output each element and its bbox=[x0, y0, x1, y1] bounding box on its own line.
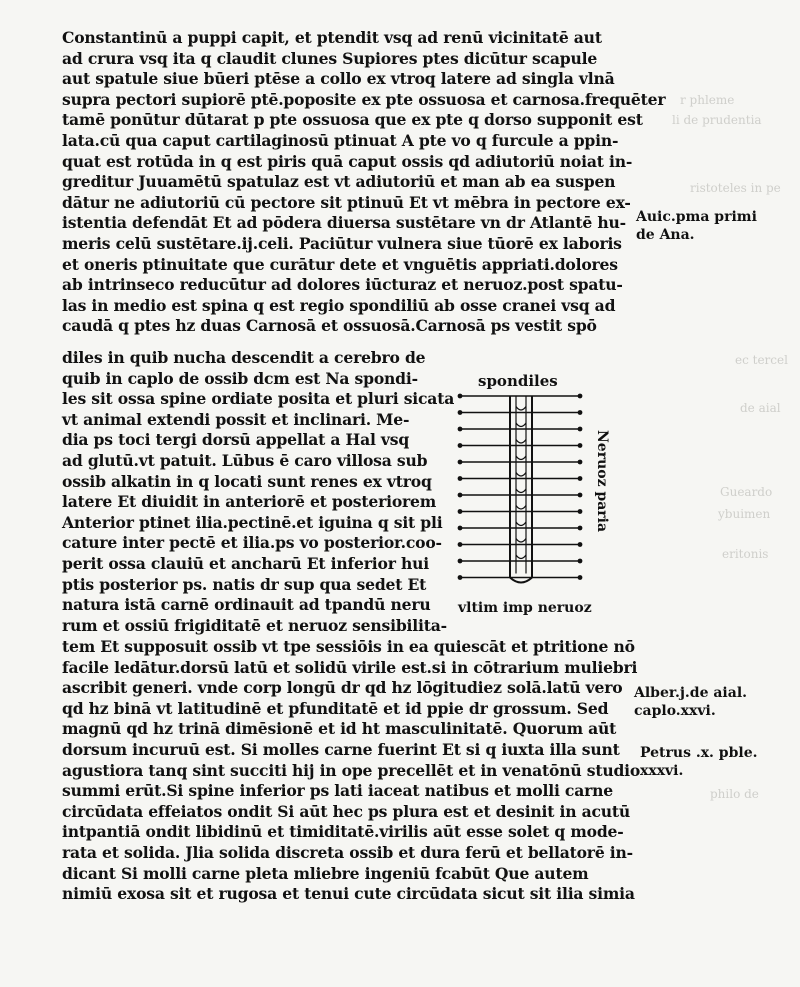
show-through-text: r phleme bbox=[680, 93, 735, 107]
margin-note-petrus bbox=[640, 744, 757, 780]
vertebra-arc bbox=[516, 456, 526, 460]
nerve-end-dot bbox=[578, 493, 583, 498]
nerve-end-dot bbox=[458, 559, 463, 564]
margin-note-albertus bbox=[634, 684, 747, 720]
text-line: ad crura vsq ita q claudit clunes Supiores ptes dicūtur scapule bbox=[62, 48, 598, 68]
show-through-text: eritonis bbox=[722, 547, 769, 561]
show-through-text: philo de bbox=[710, 787, 759, 801]
vertebra-arc bbox=[516, 473, 526, 477]
nerve-end-dot bbox=[458, 394, 463, 399]
last-nerve-pair-label: vltim imp neruoz bbox=[458, 600, 592, 615]
text-line: quib in caplo de ossib dcm est Na spondi- bbox=[62, 368, 418, 388]
text-line: dorsum incuruū est. Si molles carne fuerint Et si q iuxta illa sunt bbox=[62, 739, 620, 759]
text-line: lata.cū qua caput cartilaginosū ptinuat A pte vo q furcule a ppin- bbox=[62, 130, 619, 150]
vertebra-arc bbox=[516, 506, 526, 510]
vertebra-arc bbox=[516, 423, 526, 427]
text-line: ad glutū.vt patuit. Lūbus ē caro villosa sub bbox=[62, 450, 428, 470]
text-line: Anterior ptinet ilia.pectinē.et iguina q sit pli bbox=[62, 512, 443, 532]
text-line: greditur Juuamētū spatulaz est vt adiutoriū et man ab ea suspen bbox=[62, 172, 616, 192]
nerve-end-dot bbox=[458, 460, 463, 465]
text-line: agustiora tanq sint succiti hij in ope precellēt et in venatōnū studio bbox=[62, 760, 641, 780]
text-line: qd hz binā vt latitudinē et pfunditatē et id ppie dr grossum. Sed bbox=[62, 698, 609, 718]
text-line: dātur ne adiutoriū cū pectore sit ptinuū Et vt mēbra in pectore ex- bbox=[62, 192, 631, 212]
nerve-end-dot bbox=[458, 509, 463, 514]
nerve-pairs-label: Neruoz paria bbox=[594, 430, 610, 533]
text-line: vt animal extendi possit et inclinari. Me- bbox=[62, 409, 410, 429]
text-line: cature inter pectē et ilia.ps vo posterior.coo- bbox=[62, 533, 442, 553]
show-through-text: ybuimen bbox=[718, 507, 771, 521]
text-line: et oneris ptinuitate que curātur dete et vnguētis appriati.dolores bbox=[62, 254, 618, 274]
text-line: ossib alkatin in q locati sunt renes ex vtroq bbox=[62, 471, 432, 491]
spine-diagram bbox=[440, 370, 640, 615]
vertebra-arc bbox=[516, 539, 526, 543]
text-line: circūdata effeiatos ondit Si aūt hec ps plura est et desinit in acutū bbox=[62, 801, 631, 821]
margin-note-avicenna bbox=[636, 208, 757, 244]
text-line: natura istā carnē ordinauit ad tpandū neru bbox=[62, 595, 431, 615]
vertebra-arc bbox=[516, 407, 526, 411]
text-line: Constantinū a puppi capit, et ptendit vsq ad renū vicinitatē aut bbox=[62, 28, 602, 47]
narrow-text-column bbox=[62, 348, 455, 636]
nerve-end-dot bbox=[578, 559, 583, 564]
nerve-end-dot bbox=[458, 526, 463, 531]
text-line: diles in quib nucha descendit a cerebro de bbox=[62, 348, 426, 367]
show-through-text: Gueardo bbox=[720, 485, 773, 499]
margin-note-line: Petrus .x. pble. bbox=[640, 745, 758, 761]
nerve-end-dot bbox=[578, 443, 583, 448]
nerve-end-dot bbox=[578, 542, 583, 547]
text-line: caudā q ptes hz duas Carnosā et ossuosā.Carnosā ps vestit spō bbox=[62, 316, 597, 336]
text-line: aut spatule siue būeri ptēse a collo ex vtroq latere ad singla vlnā bbox=[62, 69, 615, 89]
text-line: dicant Si molli carne pleta mliebre ingeniū fcabūt Que autem bbox=[62, 863, 589, 883]
nerve-end-dot bbox=[458, 476, 463, 481]
vertebra-arc bbox=[516, 489, 526, 493]
nerve-end-dot bbox=[578, 460, 583, 465]
text-line: ascribit generi. vnde corp longū dr qd hz lōgitudiez solā.latū vero bbox=[62, 678, 623, 698]
vertebra-arc bbox=[516, 440, 526, 444]
text-line: rum et ossiū frigiditatē et neruoz sensibilita- bbox=[62, 615, 447, 635]
text-line: magnū qd hz trinā dimēsionē et id ht masculinitatē. Quorum aūt bbox=[62, 719, 617, 739]
nerve-end-dot bbox=[458, 575, 463, 580]
text-line: perit ossa clauiū et ancharū Et inferior hui bbox=[62, 553, 429, 573]
text-line: les sit ossa spine ordiate posita et pluri sicata bbox=[62, 389, 455, 409]
margin-note-line: Alber.j.de aial. bbox=[634, 685, 748, 701]
text-line: nimiū exosa sit et rugosa et tenui cute circūdata sicut sit ilia simia bbox=[62, 884, 635, 904]
text-line: ab intrinseco reducūtur ad dolores iūcturaz et neruoz.post spatu- bbox=[62, 275, 623, 295]
spondiles-label: spondiles bbox=[478, 372, 558, 390]
nerve-end-dot bbox=[458, 427, 463, 432]
margin-note-line: Auic.pma primi bbox=[636, 209, 757, 225]
nerve-end-dot bbox=[578, 410, 583, 415]
nerve-end-dot bbox=[578, 427, 583, 432]
text-line: rata et solida. Jlia solida discreta ossib et dura ferū et bellatorē in- bbox=[62, 842, 633, 862]
vertebra-arc bbox=[516, 555, 526, 559]
nerve-end-dot bbox=[578, 526, 583, 531]
text-line: summi erūt.Si spine inferior ps lati iaceat natibus et molli carne bbox=[62, 781, 613, 801]
show-through-text: de aial bbox=[740, 401, 781, 415]
text-line: latere Et diuidit in anteriorē et posteriorem bbox=[62, 492, 437, 512]
text-line: supra pectori supiorē ptē.poposite ex pte ossuosa et carnosa.frequēter bbox=[62, 89, 666, 109]
nerve-end-dot bbox=[458, 542, 463, 547]
text-line: quat est rotūda in q est piris quā caput ossis qd adiutoriū noiat in- bbox=[62, 151, 633, 171]
vertebra-arc bbox=[516, 522, 526, 526]
show-through-text: li de prudentia bbox=[672, 113, 762, 127]
margin-note-line: xxxvi. bbox=[640, 763, 684, 779]
spine-column bbox=[458, 394, 583, 583]
text-line: meris celū sustētare.ij.celi. Paciūtur vulnera siue tūorē ex laboris bbox=[62, 233, 622, 253]
nerve-end-dot bbox=[458, 443, 463, 448]
text-line: tem Et supposuit ossib vt tpe sessiōis in ea quiescāt et ptritione nō bbox=[62, 637, 635, 656]
margin-note-line: caplo.xxvi. bbox=[634, 703, 716, 719]
nerve-end-dot bbox=[578, 509, 583, 514]
text-line: tamē ponūtur dūtarat p pte ossuosa que ex pte q dorso supponit est bbox=[62, 110, 643, 130]
text-line: las in medio est spina q est regio spondiliū ab osse cranei vsq ad bbox=[62, 295, 616, 315]
text-line: intpantiā ondit libidinū et timiditatē.virilis aūt esse solet q mode- bbox=[62, 822, 624, 842]
text-line: facile ledātur.dorsū latū et solidū virile est.si in cōtrarium muliebri bbox=[62, 657, 638, 677]
show-through-text: ristoteles in pe bbox=[690, 181, 781, 195]
lower-text-block bbox=[62, 637, 641, 905]
margin-note-line: de Ana. bbox=[636, 227, 695, 243]
nerve-end-dot bbox=[578, 394, 583, 399]
text-line: ptis posterior ps. natis dr sup qua sedet Et bbox=[62, 574, 427, 594]
nerve-end-dot bbox=[578, 476, 583, 481]
nerve-end-dot bbox=[458, 493, 463, 498]
text-line: istentia defendāt Et ad pōdera diuersa sustētare vn dr Atlantē hu- bbox=[62, 213, 626, 233]
text-line: dia ps toci tergi dorsū appellat a Hal vsq bbox=[62, 430, 410, 450]
nerve-end-dot bbox=[578, 575, 583, 580]
nerve-end-dot bbox=[458, 410, 463, 415]
show-through-text: ec tercel bbox=[735, 353, 788, 367]
